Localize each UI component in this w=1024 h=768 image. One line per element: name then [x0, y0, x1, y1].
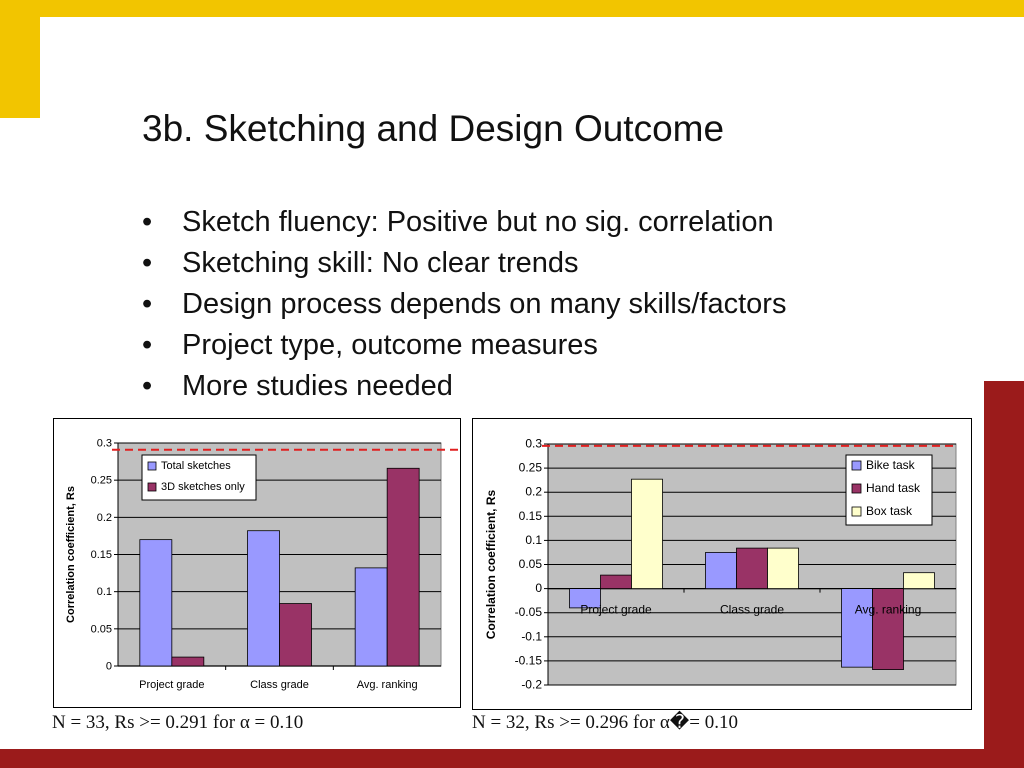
legend-label: 3D sketches only	[161, 481, 245, 493]
y-tick-label: 0.2	[96, 511, 112, 524]
bar	[706, 552, 737, 588]
bar	[387, 468, 419, 666]
category-label: Class grade	[719, 602, 785, 617]
y-tick-label: 0.1	[96, 586, 112, 599]
y-axis-title: Correlation coefficient, Rs	[484, 489, 498, 640]
legend-swatch	[852, 461, 861, 470]
bar	[248, 531, 280, 666]
bar	[768, 548, 799, 588]
category-label: Project grade	[139, 679, 205, 691]
legend-swatch	[148, 462, 156, 470]
bar	[632, 479, 663, 588]
y-tick-label: 0	[535, 581, 542, 596]
bullet-text: Project type, outcome measures	[182, 329, 598, 361]
y-tick-label: 0.25	[518, 460, 542, 475]
bullet-marker: •	[142, 329, 153, 361]
bar	[842, 589, 873, 668]
bar	[280, 604, 312, 666]
slide-title: 3b. Sketching and Design Outcome	[142, 108, 725, 149]
y-tick-label: 0.3	[525, 436, 542, 451]
bullet-item	[142, 325, 786, 366]
y-tick-label: 0.3	[96, 437, 112, 450]
chart-sketch-types	[53, 418, 461, 708]
accent-bar-right	[984, 381, 1024, 768]
y-tick-label: -0.05	[514, 605, 542, 620]
bar	[140, 540, 172, 666]
y-tick-label: 0	[105, 660, 112, 673]
bullet-text: More studies needed	[182, 370, 453, 402]
category-label: Class grade	[250, 679, 309, 691]
bar	[737, 548, 768, 588]
caption-right: N = 32, Rs >= 0.296 for α�= 0.10	[472, 712, 738, 733]
y-tick-label: 0.25	[90, 474, 112, 487]
y-tick-label: 0.15	[518, 508, 542, 523]
legend-label: Box task	[866, 504, 913, 518]
category-label: Avg. ranking	[356, 679, 418, 691]
y-tick-label: 0.15	[90, 549, 112, 561]
y-tick-label: 0.1	[525, 532, 542, 547]
y-tick-label: -0.15	[514, 653, 542, 668]
bullet-marker: •	[142, 288, 153, 320]
y-axis-title: Correlation coefficient, Rs	[65, 486, 77, 623]
accent-block-left	[0, 0, 40, 118]
legend-label: Total sketches	[161, 460, 231, 472]
bar	[355, 568, 387, 666]
legend-swatch	[852, 484, 861, 493]
caption-left: N = 33, Rs >= 0.291 for α = 0.10	[52, 712, 304, 733]
legend-label: Bike task	[866, 458, 915, 472]
bullet-item	[142, 366, 786, 407]
chart-svg	[54, 419, 459, 706]
bullet-text: Sketching skill: No clear trends	[182, 247, 579, 279]
y-tick-label: 0.2	[525, 484, 542, 499]
accent-bar-top	[0, 0, 1024, 17]
y-tick-label: -0.2	[521, 677, 542, 692]
bullet-item	[142, 243, 786, 284]
bar	[873, 589, 904, 670]
bullet-text: Design process depends on many skills/factors	[182, 288, 787, 320]
bar	[904, 573, 935, 589]
category-label: Avg. ranking	[854, 602, 922, 617]
accent-bar-bottom	[0, 749, 1024, 768]
bullet-marker: •	[142, 247, 153, 279]
bar	[172, 657, 204, 666]
bullet-item	[142, 202, 786, 243]
legend-swatch	[148, 483, 156, 491]
bullet-marker: •	[142, 206, 153, 238]
bullet-marker: •	[142, 370, 153, 402]
bar	[601, 575, 632, 588]
bullet-text: Sketch fluency: Positive but no sig. correlation	[182, 206, 774, 238]
legend-label: Hand task	[866, 481, 921, 495]
bullet-list	[142, 202, 786, 407]
y-tick-label: -0.1	[521, 629, 542, 644]
y-tick-label: 0.05	[518, 557, 542, 571]
legend-swatch	[852, 507, 861, 516]
bullet-item	[142, 284, 786, 325]
y-tick-label: 0.05	[90, 623, 112, 636]
category-label: Project grade	[580, 602, 652, 617]
chart-tasks	[472, 418, 972, 710]
chart-svg	[473, 419, 970, 708]
